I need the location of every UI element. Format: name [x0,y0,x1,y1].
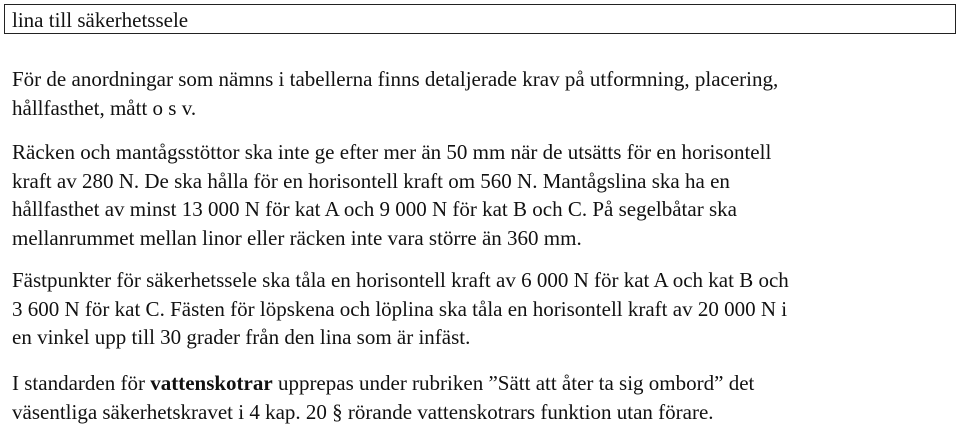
text-line: För de anordningar som nämns i tabellerna finns detaljerade krav på utformning, placering, [12,67,779,91]
text-line: en vinkel upp till 30 grader från den lina som är infäst. [12,325,471,349]
paragraph-watercraft-standard [12,369,952,426]
bold-term-watercraft: vattenskotrar [150,371,273,395]
paragraph-requirements [12,65,952,122]
text-line: mellanrummet mellan linor eller räcken inte vara större än 360 mm. [12,225,582,250]
text-segment: upprepas under rubriken ”Sätt att åter ta sig ombord” det [272,371,755,395]
text-line: 3 600 N för kat C. Fästen för löpskena och löplina ska tåla en horisontell kraft av 20 000 N i [12,296,788,321]
table-cell [4,4,956,34]
text-line [12,369,952,398]
text-line: Räcken och mantågsstöttor ska inte ge efter mer än 50 mm när de utsätts för en horisontell [12,140,772,164]
text-line: väsentliga säkerhetskravet i 4 kap. 20 § rörande vattenskotrars funktion utan förare. [12,399,714,424]
text-line: kraft av 280 N. De ska hålla för en horisontell kraft om 560 N. Mantågslina ska ha en [12,168,730,193]
text-line: hållfasthet av minst 13 000 N för kat A och 9 000 N för kat B och C. På segelbåtar ska [12,197,737,221]
text-line: hållfasthet, mått o s v. [12,95,197,120]
paragraph-railings [12,138,952,252]
text-segment: I standarden för [12,371,151,395]
paragraph-attachment-points [12,266,952,352]
text-line: Fästpunkter för säkerhetssele ska tåla en horisontell kraft av 6 000 N för kat A och kat B och [12,268,789,292]
table-cell-text: lina till säkerhetssele [12,8,189,32]
